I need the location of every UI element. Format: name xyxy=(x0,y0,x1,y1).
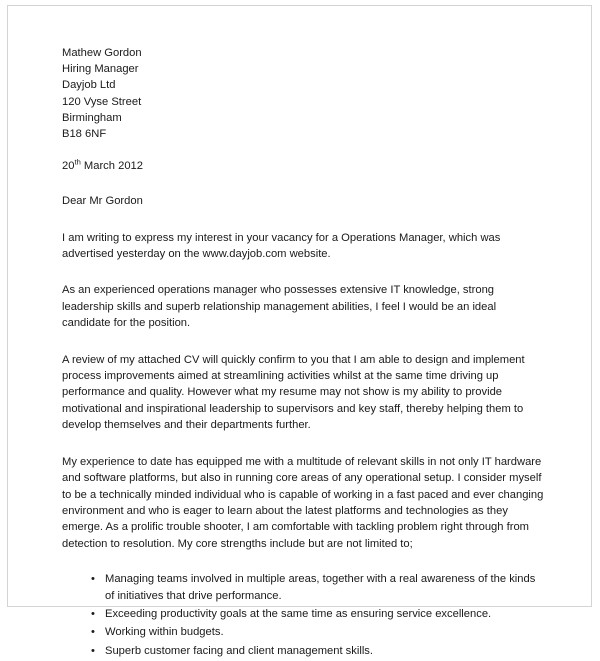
date-ordinal-suffix: th xyxy=(74,157,81,167)
address-line: Birmingham xyxy=(62,111,122,124)
list-item-text: Superb customer facing and client management skills. xyxy=(105,644,374,657)
bullet-icon: • xyxy=(91,626,95,639)
list-item xyxy=(62,606,546,622)
paragraph: I am writing to express my interest in your vacancy for a Operations Manager, which was advertised yesterday on the www.dayjob.com website. xyxy=(62,231,501,261)
date-month-year: March 2012 xyxy=(80,160,143,173)
list-item xyxy=(62,571,546,604)
document-page xyxy=(7,5,592,657)
letter-date xyxy=(62,158,546,174)
salutation: Dear Mr Gordon xyxy=(62,195,143,208)
paragraph: My experience to date has equipped me with a multitude of relevant skills in not only IT hardware and software platforms, but also in running core areas of any operational setup. I consider myself to be a technically minded individual who is capable of working in a fast paced and ever changing environment and who is eager to learn about the latest platforms and technologies as they emerge. As a prolific trouble shooter, I am comfortable with tackling problem right through from detection to resolution. My core strengths include but are not limited to; xyxy=(62,455,544,550)
list-item-text: Exceeding productivity goals at the same time as ensuring service excellence. xyxy=(105,607,492,620)
list-item xyxy=(62,624,546,640)
paragraph: As an experienced operations manager who possesses extensive IT knowledge, strong leadership skills and superb relationship management abilities, I feel I would be an ideal candidate for the position. xyxy=(62,284,497,330)
address-line: Hiring Manager xyxy=(62,63,139,76)
address-line: Mathew Gordon xyxy=(62,47,142,59)
bullet-icon: • xyxy=(91,607,95,620)
bullet-icon: • xyxy=(91,644,95,657)
address-line: Dayjob Ltd xyxy=(62,79,116,92)
list-item-text: Working within budgets. xyxy=(105,626,224,639)
paragraph: A review of my attached CV will quickly confirm to you that I am able to design and implement process improvements aimed at streamlining activities whilst at the same time driving up performance and quality. However what my resume may not show is my ability to provide motivational and inspirational leadership to supervisors and key staff, thereby helping them to develop themselves and their departments further. xyxy=(62,353,525,432)
date-day: 20 xyxy=(62,160,75,173)
recipient-address-block xyxy=(62,45,546,142)
list-item-text: Managing teams involved in multiple areas, together with a real awareness of the kinds of initiatives that drive performance. xyxy=(105,573,536,602)
address-line: 120 Vyse Street xyxy=(62,95,142,108)
strengths-list xyxy=(62,571,546,659)
address-line: B18 6NF xyxy=(62,128,107,141)
list-item xyxy=(62,643,546,659)
letter-body xyxy=(62,45,546,661)
bullet-icon: • xyxy=(91,573,95,586)
